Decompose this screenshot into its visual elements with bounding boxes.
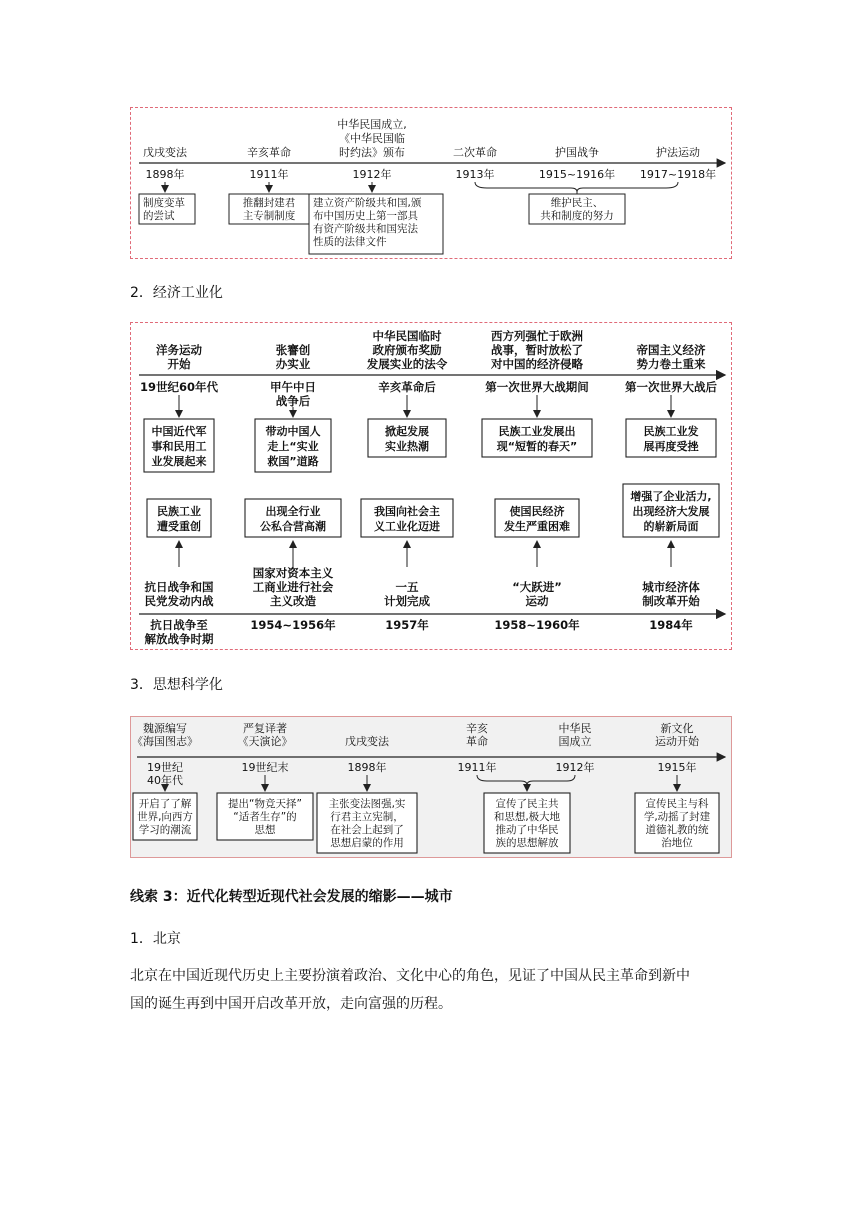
box-text: 学,动摇了封建 <box>643 811 711 823</box>
political-timeline-figure <box>130 107 732 259</box>
box-text: 主张变法图强,实 <box>328 798 406 810</box>
event-label: 帝国主义经济 <box>636 343 706 357</box>
time-label: 解放战争时期 <box>144 632 214 646</box>
box-text: 道德礼教的统 <box>645 824 709 836</box>
year-label: 1911年 <box>457 761 497 774</box>
box-text: 发生严重困难 <box>504 520 570 533</box>
event-label: 一五 <box>395 580 419 594</box>
event-label: 国家对资本主义 <box>252 566 334 580</box>
event-label: 办实业 <box>275 357 311 371</box>
box-text: 实业热潮 <box>385 440 429 453</box>
event-label: 护法运动 <box>656 146 700 159</box>
box-text: 在社会上起到了 <box>330 824 404 836</box>
box-text: 思想 <box>254 824 276 836</box>
box-text: “适者生存”的 <box>233 811 297 823</box>
time-label: 辛亥革命后 <box>378 380 436 394</box>
time-label: 第一次世界大战期间 <box>485 380 589 394</box>
box-text: 学习的潮流 <box>138 824 192 836</box>
box-text: 民族工业 <box>157 505 201 518</box>
event-label: 运动开始 <box>655 735 699 748</box>
box-text: 增强了企业活力, <box>630 490 712 503</box>
event-label: 洋务运动 <box>156 343 202 357</box>
box-text: 现“短暂的春天” <box>496 440 578 453</box>
box-text: 建立资产阶级共和国,颁 <box>313 197 422 209</box>
economic-timeline-figure <box>130 322 732 650</box>
box-text: 走上“实业 <box>267 440 319 453</box>
box-text: 维护民主、 <box>550 197 604 209</box>
time-label: 19世纪60年代 <box>139 380 219 394</box>
year-label: 1912年 <box>555 761 595 774</box>
beijing-paragraph <box>130 962 730 1018</box>
time-label: 1957年 <box>385 618 429 632</box>
box-text: 带动中国人 <box>265 425 321 438</box>
box-text: 出现经济大发展 <box>632 505 710 518</box>
year-label: 1898年 <box>145 168 185 181</box>
section-heading-thought: 3．思想科学化 <box>130 677 223 693</box>
box-text: 事和民用工 <box>151 440 207 453</box>
box-text: 公私合营高潮 <box>260 520 326 533</box>
box-text: 宣传了民主共 <box>495 798 559 810</box>
event-label: 民党发动内战 <box>144 594 214 608</box>
event-label: 工商业进行社会 <box>252 580 334 594</box>
year-label: 1911年 <box>249 168 289 181</box>
event-label: 城市经济体 <box>642 580 700 594</box>
event-label: 抗日战争和国 <box>144 580 214 594</box>
event-label: 严复译著 <box>243 722 287 735</box>
time-label: 1954~1956年 <box>250 618 336 632</box>
event-label: 战事，暂时放松了 <box>491 343 583 357</box>
box-text: 有资产阶级共和国宪法 <box>313 223 418 235</box>
event-label: 运动 <box>525 594 549 608</box>
box-text: 的崭新局面 <box>643 520 699 533</box>
event-label: 戊戌变法 <box>345 735 389 748</box>
box-text: 开启了了解 <box>138 798 192 810</box>
event-label: 计划完成 <box>384 594 430 608</box>
box-text: 出现全行业 <box>265 505 321 518</box>
box-text: 展再度受挫 <box>643 440 699 453</box>
event-label: 《天演论》 <box>237 735 293 748</box>
event-label: 新文化 <box>660 722 694 735</box>
time-label: 第一次世界大战后 <box>625 380 717 394</box>
event-label: 护国战争 <box>555 146 599 159</box>
year-label: 1917~1918年 <box>639 168 717 181</box>
clue-heading: 线索 3：近代化转型近现代社会发展的缩影——城市 <box>130 889 453 905</box>
box-text: 推动了中华民 <box>495 824 559 836</box>
event-label: 中华民国成立, <box>337 118 407 131</box>
year-label: 19世纪 <box>147 761 183 774</box>
time-label: 抗日战争至 <box>150 618 208 632</box>
box-text: 布中国历史上第一部具 <box>313 210 418 222</box>
event-label: 时约法》颁布 <box>339 146 405 159</box>
event-label: 辛亥 <box>466 722 488 735</box>
brace <box>475 182 678 192</box>
section-heading-economy: 2．经济工业化 <box>130 285 223 301</box>
event-label: 开始 <box>167 357 191 371</box>
subheading-beijing: 1．北京 <box>130 931 181 947</box>
box-text: 掀起发展 <box>385 425 429 438</box>
event-label: 主义改造 <box>270 594 316 608</box>
box-text: 的尝试 <box>143 210 175 222</box>
event-label: 张謇创 <box>275 343 311 357</box>
box-text: 推翻封建君 <box>242 197 296 209</box>
event-label: 魏源编写 <box>143 722 187 735</box>
year-label: 1915~1916年 <box>538 168 616 181</box>
box-text: 宣传民主与科 <box>645 798 709 810</box>
box-text: 民族工业发展出 <box>498 425 576 438</box>
time-label: 1984年 <box>649 618 693 632</box>
box-text: 族的思想解放 <box>495 837 559 849</box>
year-label: 1898年 <box>347 761 387 774</box>
time-label: 1958~1960年 <box>494 618 580 632</box>
thought-timeline-figure <box>130 716 732 858</box>
paragraph-line: 北京在中国近现代历史上主要扮演着政治、文化中心的角色，见证了中国从民主革命到新中 <box>130 968 690 984</box>
box-text: 共和制度的努力 <box>540 210 614 222</box>
box-text: 思想启蒙的作用 <box>330 837 404 849</box>
paragraph-line: 国的诞生再到中国开启改革开放，走向富强的历程。 <box>130 996 452 1012</box>
year-label: 19世纪末 <box>241 761 289 774</box>
event-label: 政府颁布奖励 <box>372 343 442 357</box>
box-text: 业发展起来 <box>151 455 207 468</box>
box-text: 行君主立宪制， <box>330 811 404 823</box>
box-text: 主专制制度 <box>242 210 296 222</box>
box-text: 民族工业发 <box>643 425 699 438</box>
event-label: 西方列强忙于欧洲 <box>491 329 583 343</box>
box-text: 世界,向西方 <box>137 811 193 823</box>
box-text: 治地位 <box>661 837 693 849</box>
year-label: 1913年 <box>455 168 495 181</box>
box-text: 提出“物竞天择” <box>228 798 302 810</box>
event-label: 势力卷土重来 <box>636 357 706 371</box>
time-label: 战争后 <box>275 394 311 408</box>
event-label: 制改革开始 <box>642 594 700 608</box>
box-text: 和思想,极大地 <box>493 811 561 823</box>
event-label: 革命 <box>466 735 488 748</box>
box-text: 使国民经济 <box>509 505 565 518</box>
box-text: 性质的法律文件 <box>313 236 387 248</box>
event-label: 中华民 <box>558 722 592 735</box>
event-label: 发展实业的法令 <box>366 357 448 371</box>
event-label: 二次革命 <box>453 146 497 159</box>
event-label: 戊戌变法 <box>143 146 187 159</box>
box-text: 制度变革 <box>143 197 185 209</box>
brace <box>477 775 575 785</box>
year-label: 1912年 <box>352 168 392 181</box>
event-label: “大跃进” <box>512 580 562 594</box>
event-label: 《海国图志》 <box>132 735 198 748</box>
year-label: 1915年 <box>657 761 697 774</box>
event-label: 对中国的经济侵略 <box>491 357 583 371</box>
box-text: 义工业化迈进 <box>374 520 440 533</box>
box-text: 中国近代军 <box>151 425 207 438</box>
event-label: 《中华民国临 <box>339 132 405 145</box>
box-text: 我国向社会主 <box>374 505 440 518</box>
event-label: 辛亥革命 <box>247 146 291 159</box>
time-label: 甲午中日 <box>270 380 316 394</box>
event-label: 国成立 <box>558 735 592 748</box>
box-text: 遭受重创 <box>157 520 201 533</box>
event-label: 中华民国临时 <box>372 329 442 343</box>
box-text: 救国”道路 <box>267 455 319 468</box>
year-label: 40年代 <box>147 774 183 787</box>
